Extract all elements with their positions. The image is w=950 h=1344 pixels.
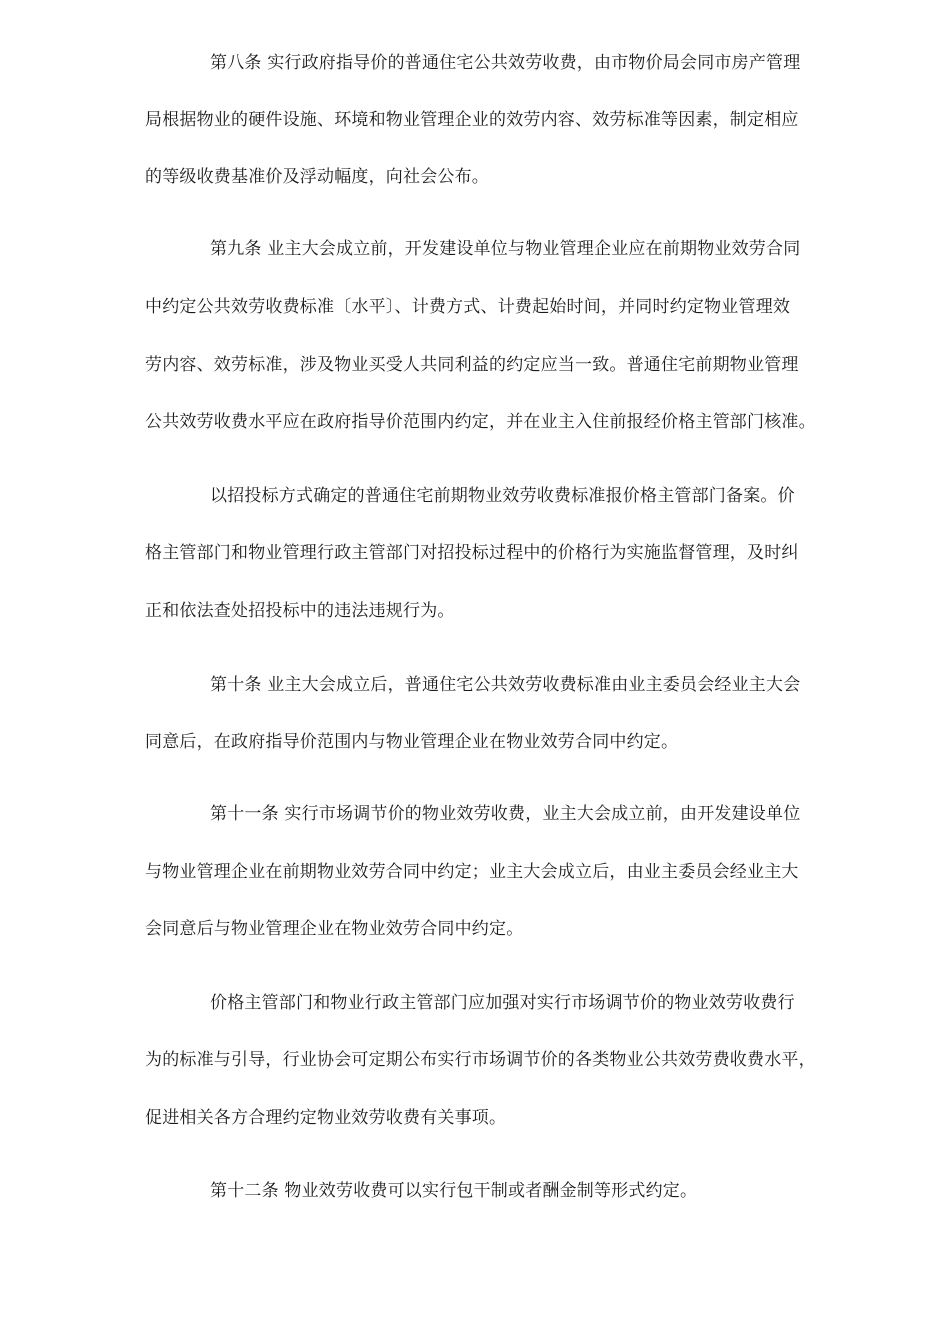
- paragraph-line: 局根据物业的硬件设施、环境和物业管理企业的效劳内容、效劳标准等因素，制定相应: [145, 110, 799, 130]
- paragraph-line: 第九条 业主大会成立前，开发建设单位与物业管理企业应在前期物业效劳合同: [210, 239, 801, 259]
- paragraph-line: 会同意后与物业管理企业在物业效劳合同中约定。: [145, 919, 524, 939]
- paragraph-line: 促进相关各方合理约定物业效劳收费有关事项。: [145, 1108, 507, 1128]
- paragraph-line: 同意后，在政府指导价范围内与物业管理企业在物业效劳合同中约定。: [145, 732, 679, 752]
- paragraph-line: 以招投标方式确定的普通住宅前期物业效劳收费标准报价格主管部门备案。价: [210, 486, 795, 506]
- paragraph-line: 与物业管理企业在前期物业效劳合同中约定；业主大会成立后，由业主委员会经业主大: [145, 862, 799, 882]
- paragraph-line: 第八条 实行政府指导价的普通住宅公共效劳收费，由市物价局会同市房产管理: [210, 53, 801, 73]
- paragraph-line: 格主管部门和物业管理行政主管部门对招投标过程中的价格行为实施监督管理，及时纠: [145, 543, 799, 563]
- paragraph-line: 第十一条 实行市场调节价的物业效劳收费，业主大会成立前，由开发建设单位: [210, 804, 801, 824]
- paragraph-line: 劳内容、效劳标准，涉及物业买受人共同利益的约定应当一致。普通住宅前期物业管理: [145, 355, 799, 375]
- paragraph-line: 的等级收费基准价及浮动幅度，向社会公布。: [145, 167, 489, 187]
- paragraph-line: 价格主管部门和物业行政主管部门应加强对实行市场调节价的物业效劳收费行: [210, 993, 795, 1013]
- paragraph-line: 公共效劳收费水平应在政府指导价范围内约定，并在业主入住前报经价格主管部门核准。: [145, 412, 816, 432]
- paragraph-line: 第十条 业主大会成立后，普通住宅公共效劳收费标准由业主委员会经业主大会: [210, 675, 801, 695]
- paragraph-line: 中约定公共效劳收费标准〔水平〕、计费方式、计费起始时间，并同时约定物业管理效: [145, 297, 791, 317]
- paragraph-line: 为的标准与引导，行业协会可定期公布实行市场调节价的各类物业公共效劳费收费水平，: [145, 1050, 816, 1070]
- paragraph-line: 正和依法查处招投标中的违法违规行为。: [145, 601, 455, 621]
- paragraph-line: 第十二条 物业效劳收费可以实行包干制或者酬金制等形式约定。: [210, 1181, 698, 1201]
